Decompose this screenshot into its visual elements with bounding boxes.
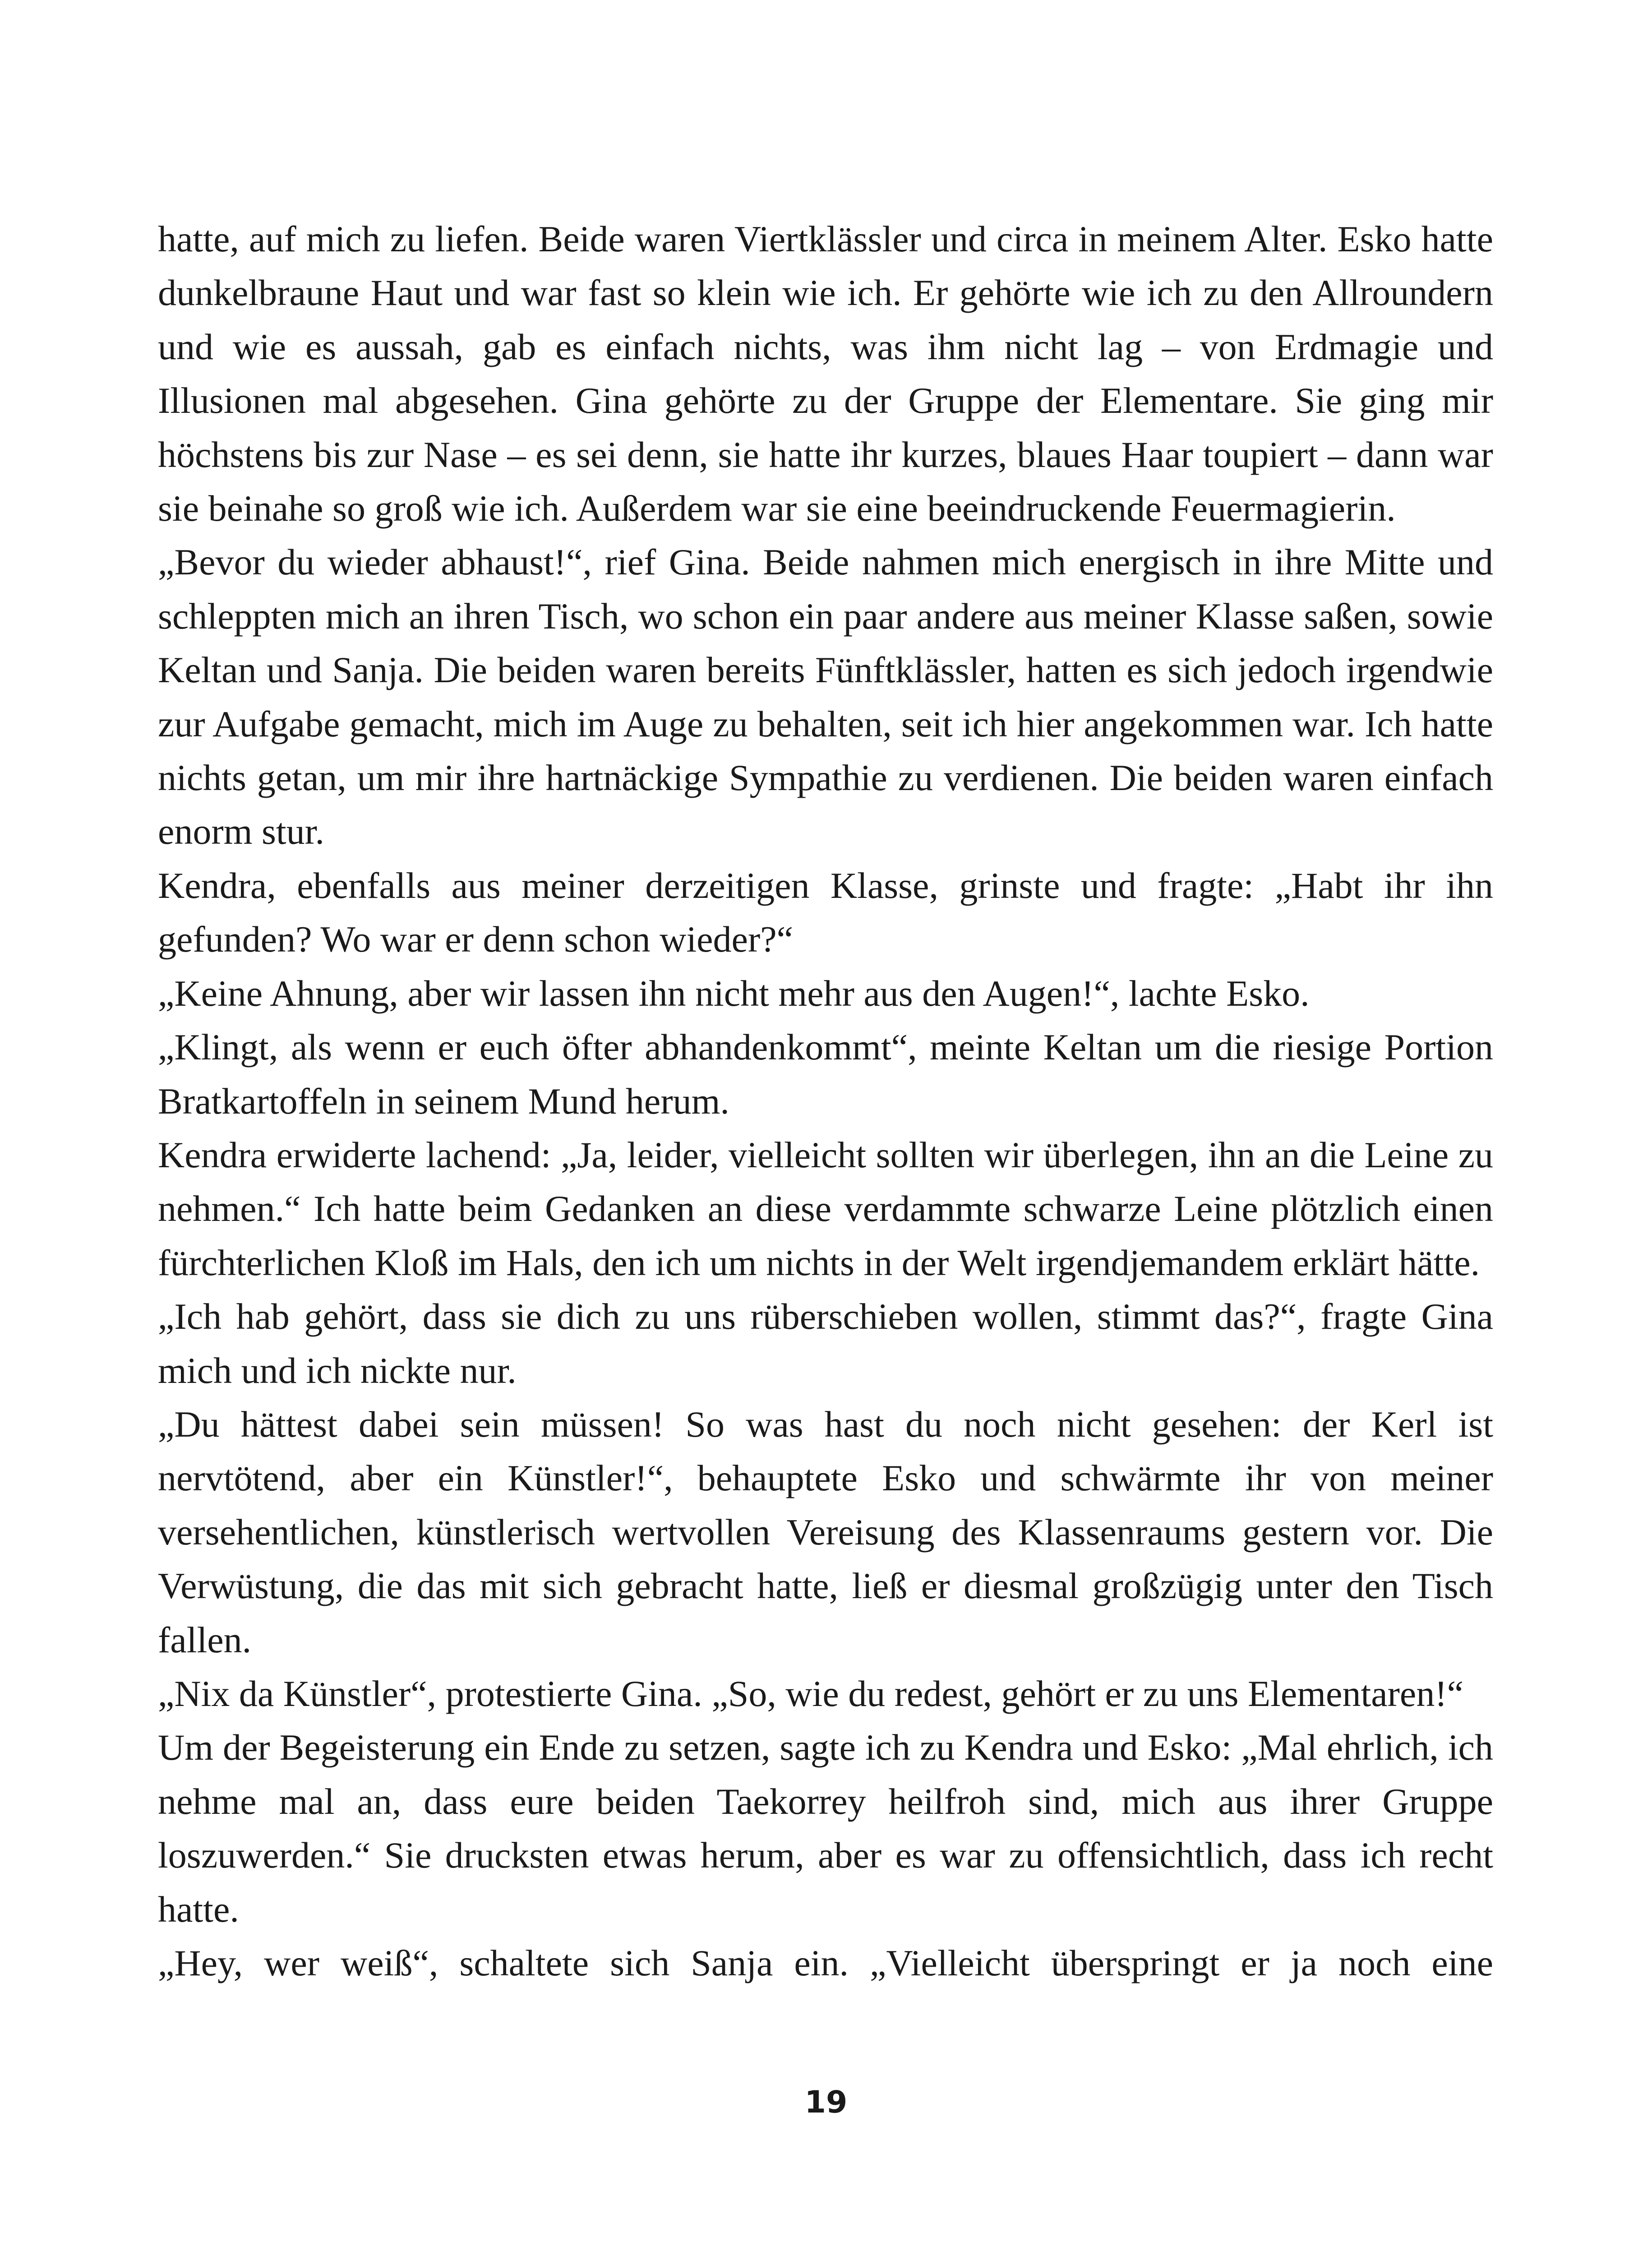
paragraph-3: Kendra, ebenfalls aus meiner derzeitigen Klasse, grinste und fragte: „Habt ihr ihn gefunden? Wo war er denn schon wieder?“: [158, 864, 1493, 960]
paragraph-9: „Nix da Künstler“, protestierte Gina. „So, wie du redest, gehört er zu uns Elementaren!“: [158, 1673, 1464, 1714]
paragraph-1: hatte, auf mich zu liefen. Beide waren Viertklässler und circa in meinem Alter. Esko hatte dunkelbraune Haut und war fast so klein wie ich. Er gehörte wie ich zu den Allroundern und wie es aussah, gab es einfach nichts, was ihm nicht lag – von Erdmagie und Illusionen mal abgesehen. Gina gehörte zu der Gruppe der Elementare. Sie ging mir höchstens bis zur Nase – es sei denn, sie hatte ihr kurzes, blaues Haar toupiert – dann war sie beinahe so groß wie ich. Außerdem war sie eine beeindruckende Feuermagierin.: [158, 218, 1493, 529]
paragraph-4: „Keine Ahnung, aber wir lassen ihn nicht mehr aus den Augen!“, lachte Esko.: [158, 972, 1310, 1014]
paragraph-8: „Du hättest dabei sein müssen! So was hast du noch nicht gesehen: der Kerl ist nervtötend, aber ein Künstler!“, behauptete Esko und schwärmte ihr von meiner versehentlichen, künstlerisch wertvollen Vereisung des Klassenraums gestern vor. Die Verwüstung, die das mit sich gebracht hatte, ließ er diesmal großzügig unter den Tisch fallen.: [158, 1403, 1493, 1660]
paragraph-6: Kendra erwiderte lachend: „Ja, leider, vielleicht sollten wir überlegen, ihn an die Leine zu nehmen.“ Ich hatte beim Gedanken an diese verdammte schwarze Leine plötzlich einen fürchterlichen Kloß im Hals, den ich um nichts in der Welt irgendjemandem erklärt hätte.: [158, 1134, 1493, 1283]
paragraph-5: „Klingt, als wenn er euch öfter abhandenkommt“, meinte Keltan um die riesige Portion Bratkartoffeln in seinem Mund herum.: [158, 1026, 1493, 1122]
paragraph-7: „Ich hab gehört, dass sie dich zu uns rüberschieben wollen, stimmt das?“, fragte Gina mich und ich nickte nur.: [158, 1296, 1493, 1391]
body-text: [158, 212, 1493, 1990]
paragraph-2: „Bevor du wieder abhaust!“, rief Gina. Beide nahmen mich energisch in ihre Mitte und schleppten mich an ihren Tisch, wo schon ein paar andere aus meiner Klasse saßen, sowie Keltan und Sanja. Die beiden waren bereits Fünftklässler, hatten es sich jedoch irgendwie zur Aufgabe gemacht, mich im Auge zu behalten, seit ich hier angekommen war. Ich hatte nichts getan, um mir ihre hartnäckige Sympathie zu verdienen. Die beiden waren einfach enorm stur.: [158, 541, 1493, 852]
paragraph-11: „Hey, wer weiß“, schaltete sich Sanja ein. „Vielleicht überspringt er ja noch eine: [158, 1942, 1493, 1983]
paragraph-10: Um der Begeisterung ein Ende zu setzen, sagte ich zu Kendra und Esko: „Mal ehrlich, ich nehme mal an, dass eure beiden Taekorrey heilfroh sind, mich aus ihrer Gruppe loszuwerden.“ Sie drucksten etwas herum, aber es war zu offensichtlich, dass ich recht hatte.: [158, 1727, 1493, 1930]
page-number: 19: [804, 2085, 848, 2120]
